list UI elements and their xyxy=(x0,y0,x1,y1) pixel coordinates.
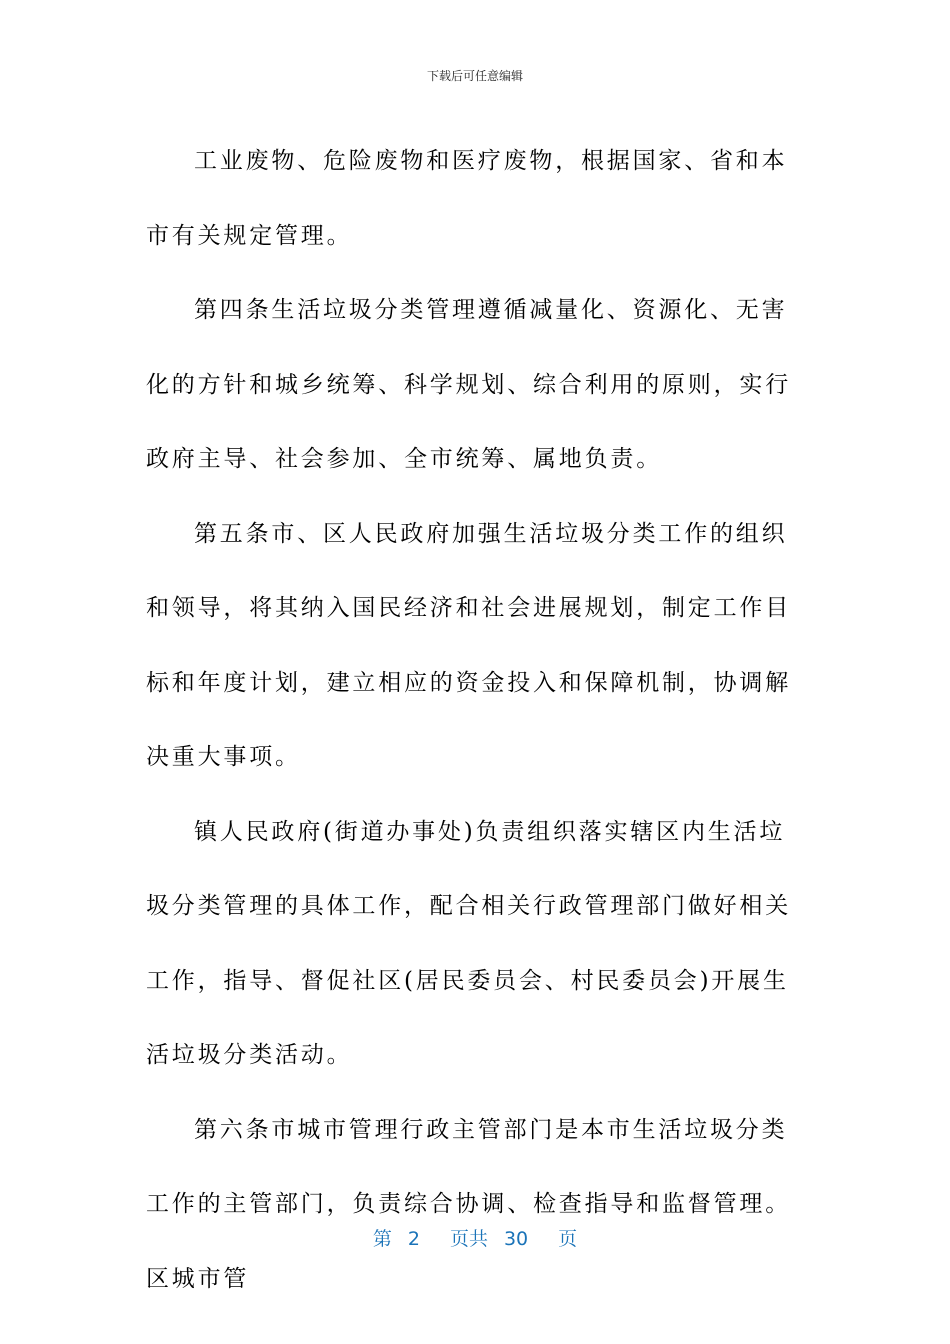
page-footer xyxy=(0,1226,950,1252)
footer-suffix: 页 xyxy=(558,1228,578,1250)
page-header: 下载后可任意编辑 xyxy=(426,69,523,83)
paragraph-5: 第六条市城市管理行政主管部门是本市生活垃圾分类工作的主管部门，负责综合协调、检查指导和监督管理。区城市管 xyxy=(146,1116,791,1292)
paragraph-3: 第五条市、区人民政府加强生活垃圾分类工作的组织和领导，将其纳入国民经济和社会进展规划，制定工作目标和年度计划，建立相应的资金投入和保障机制，协调解决重大事项。 xyxy=(146,520,791,770)
footer-prefix: 第 xyxy=(372,1228,392,1250)
footer-current-page: 2 xyxy=(407,1228,420,1250)
paragraph-2: 第四条生活垃圾分类管理遵循减量化、资源化、无害化的方针和城乡统筹、科学规划、综合利用的原则，实行政府主导、社会参加、全市统筹、属地负责。 xyxy=(146,297,791,472)
footer-middle: 页共 xyxy=(449,1228,488,1250)
paragraph-1: 工业废物、危险废物和医疗废物，根据国家、省和本市有关规定管理。 xyxy=(146,148,788,249)
paragraph-4: 镇人民政府(街道办事处)负责组织落实辖区内生活垃圾分类管理的具体工作，配合相关行政管理部门做好相关工作，指导、督促社区(居民委员会、村民委员会)开展生活垃圾分类活动。 xyxy=(146,818,791,1068)
footer-total-pages: 30 xyxy=(503,1228,529,1250)
document-body xyxy=(146,124,806,1316)
